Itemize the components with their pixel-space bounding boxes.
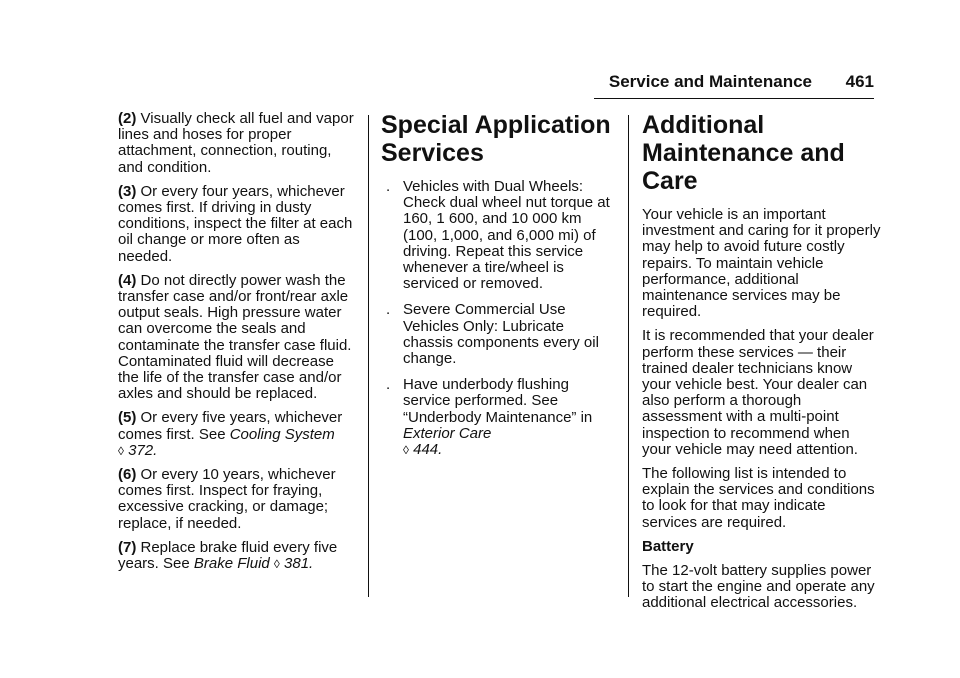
footnote-text: Or every five years, whichever comes first. See: [118, 409, 343, 443]
column-middle: [381, 111, 617, 468]
footnote-text: Or every 10 years, whichever comes first. Inspect for fraying, excessive cracking, or damage; replace, if needed.: [118, 466, 336, 532]
section-heading: Additional Maintenance and Care: [642, 111, 845, 195]
bullet-marker: .: [386, 301, 391, 319]
footnote-number: (3): [118, 182, 137, 200]
list-item-text: Vehicles with Dual Wheels: Check dual wheel nut torque at 160, 1 600, and 10 000 km (100, 1,000, and 6,000 mi) of driving. Repeat this service whenever a tire/wheel is serviced or removed.: [403, 178, 610, 293]
footnote-number: (7): [118, 538, 137, 556]
column-divider: [628, 115, 629, 597]
footnote-item: [118, 184, 358, 265]
page-header: [594, 70, 874, 96]
page-reference[interactable]: 381.: [284, 555, 314, 573]
page-reference[interactable]: 444.: [413, 441, 443, 459]
section-title: Service and Maintenance: [608, 72, 812, 91]
cross-reference-link[interactable]: Cooling System: [229, 425, 335, 443]
footnote-item: [118, 273, 358, 403]
section-heading: Special Application Services: [381, 111, 611, 167]
cross-reference-link[interactable]: Brake Fluid: [193, 555, 270, 573]
footnote-number: (4): [118, 271, 137, 289]
page-ref-icon: ◊: [118, 443, 124, 458]
page-reference[interactable]: 372.: [128, 441, 158, 459]
paragraph: Your vehicle is an important investment and caring for it properly may help to avoid future costly repairs. To maintain vehicle performance, additional maintenance services may be required.: [642, 206, 881, 321]
page-number: 461: [845, 72, 874, 91]
footnote-item: [118, 111, 358, 176]
list-item: [381, 302, 617, 367]
paragraph: It is recommended that your dealer perform these services — their trained dealer technicians know your vehicle best. Your dealer can also perform a thorough assessment with a multi-point inspection to recommend when your vehicle may need attention.: [642, 327, 874, 458]
column-divider: [368, 115, 369, 597]
bullet-list: [381, 179, 617, 458]
page-ref-icon: ◊: [403, 443, 409, 458]
page-ref-icon: ◊: [273, 557, 280, 572]
column-right: [642, 111, 882, 620]
footnote-text: Or every four years, whichever comes first. If driving in dusty conditions, inspect the filter at each oil change or more often as needed.: [118, 182, 353, 265]
list-item-text: Have underbody flushing service performed. See “Underbody Maintenance” in: [403, 376, 593, 426]
list-item: [381, 377, 617, 458]
footnote-number: (2): [118, 110, 137, 127]
footnote-item: [118, 410, 358, 459]
cross-reference-link[interactable]: Exterior Care: [403, 424, 492, 442]
subheading-battery: Battery: [642, 537, 694, 555]
bullet-marker: .: [386, 376, 391, 394]
column-left: [118, 111, 358, 580]
paragraph: The following list is intended to explain the services and conditions to look for that may indicate services are required.: [642, 465, 875, 531]
paragraph: The 12-volt battery supplies power to start the engine and operate any additional electrical accessories.: [642, 562, 875, 612]
bullet-marker: .: [386, 178, 391, 195]
footnote-text: Replace brake fluid every five years. See: [118, 538, 338, 573]
footnote-number: (6): [118, 466, 137, 484]
footnote-item: [118, 540, 358, 572]
footnote-item: [118, 467, 358, 532]
header-rule: [594, 98, 874, 99]
list-item-text: Severe Commercial Use Vehicles Only: Lubricate chassis components every oil change.: [403, 301, 599, 368]
footnote-text: Do not directly power wash the transfer case and/or front/rear axle output seals. High pressure water can overcome the seals and contaminate the transfer case fluid. Contaminated fluid will decrease the life of the transfer case and/or axles and should be replaced.: [118, 271, 352, 403]
footnote-number: (5): [118, 409, 137, 427]
list-item: [381, 179, 617, 292]
footnote-text: Visually check all fuel and vapor lines and hoses for proper attachment, connection, routing, and condition.: [118, 110, 354, 176]
